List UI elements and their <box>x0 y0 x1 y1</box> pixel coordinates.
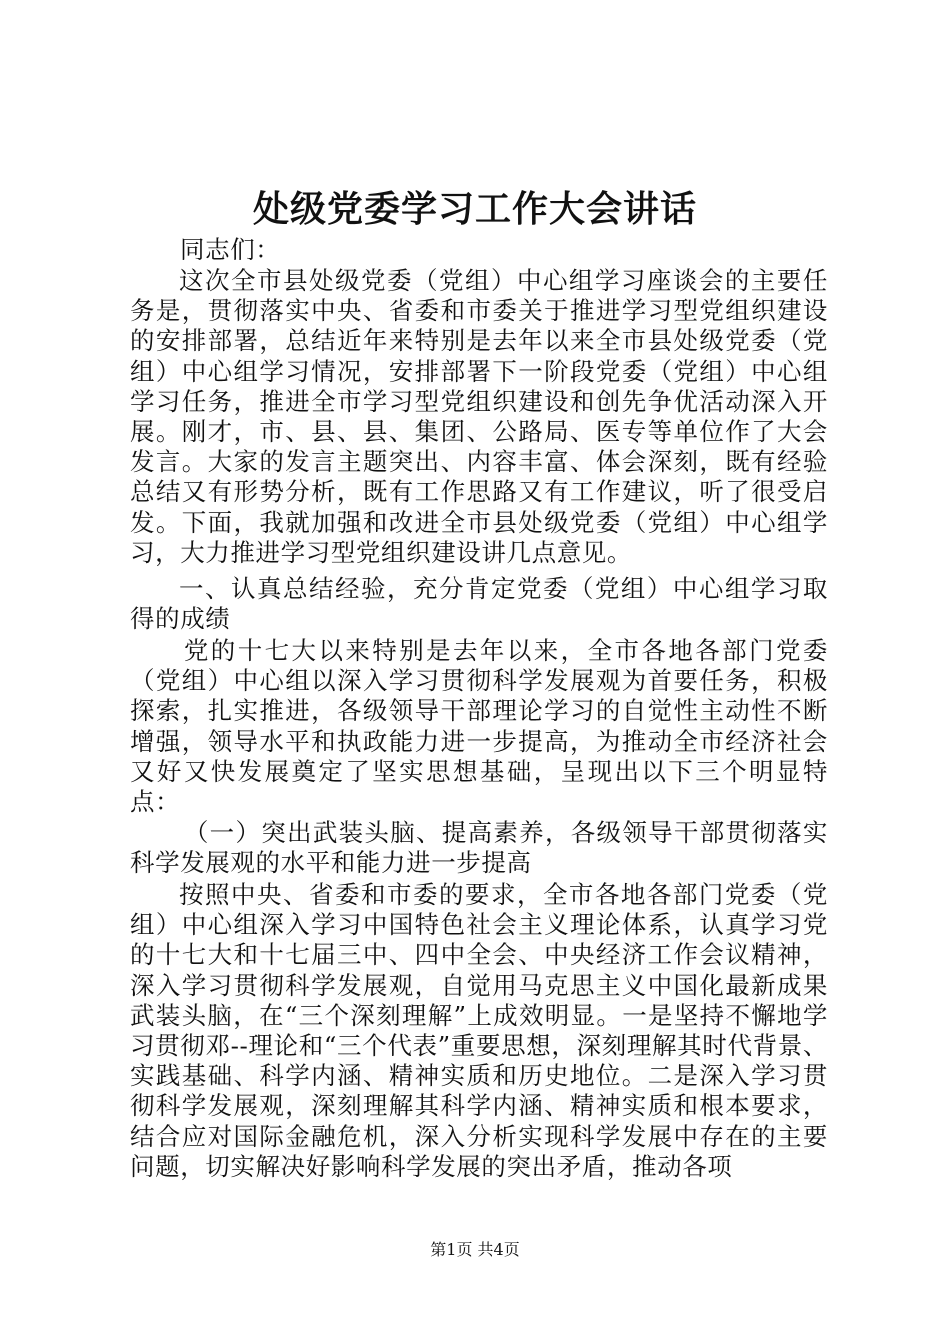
subsection-heading-1: （一）突出武装头脑、提高素养，各级领导干部贯彻落实科学发展观的水平和能力进一步提高 <box>130 818 828 878</box>
document-title: 处级党委学习工作大会讲话 <box>252 188 697 230</box>
page-footer: 第1页 共4页 <box>430 1240 520 1259</box>
paragraph-study: 按照中央、省委和市委的要求，全市各地各部门党委（党组）中心组深入学习中国特色社会主义理论体系，认真学习党的十七大和十七届三中、四中全会、中央经济工作会议精神，深入学习贯彻科学发展观，自觉用马克思主义中国化最新成果武装头脑，在“三个深刻理解”上成效明显。一是坚持不懈地学习贯彻邓--理论和“三个代表”重要思想，深刻理解其时代背景、实践基础、科学内涵、精神实质和历史地位。二是深入学习贯彻科学发展观，深刻理解其科学内涵、精神实质和根本要求，结合应对国际金融危机，深入分析实现科学发展中存在的主要问题，切实解决好影响科学发展的突出矛盾，推动各项 <box>130 880 828 1181</box>
section-heading-1: 一、认真总结经验，充分肯定党委（党组）中心组学习取得的成绩 <box>130 574 828 634</box>
paragraph-achievements: 党的十七大以来特别是去年以来，全市各地各部门党委（党组）中心组以深入学习贯彻科学发展观为首要任务，积极探索，扎实推进，各级领导干部理论学习的自觉性主动性不断增强，领导水平和执政能力进一步提高，为推动全市经济社会又好又快发展奠定了坚实思想基础，呈现出以下三个明显特点： <box>130 636 828 817</box>
paragraph-intro: 这次全市县处级党委（党组）中心组学习座谈会的主要任务是，贯彻落实中央、省委和市委关于推进学习型党组织建设的安排部署，总结近年来特别是去年以来全市县处级党委（党组）中心组学习情况，安排部署下一阶段党委（党组）中心组学习任务，推进全市学习型党组织建设和创先争优活动深入开展。刚才，市、县、县、集团、公路局、医专等单位作了大会发言。大家的发言主题突出、内容丰富、体会深刻，既有经验总结又有形势分析，既有工作思路又有工作建议，听了很受启发。下面，我就加强和改进全市县处级党委（党组）中心组学习，大力推进学习型党组织建设讲几点意见。 <box>130 266 828 567</box>
salutation: 同志们： <box>180 235 281 264</box>
